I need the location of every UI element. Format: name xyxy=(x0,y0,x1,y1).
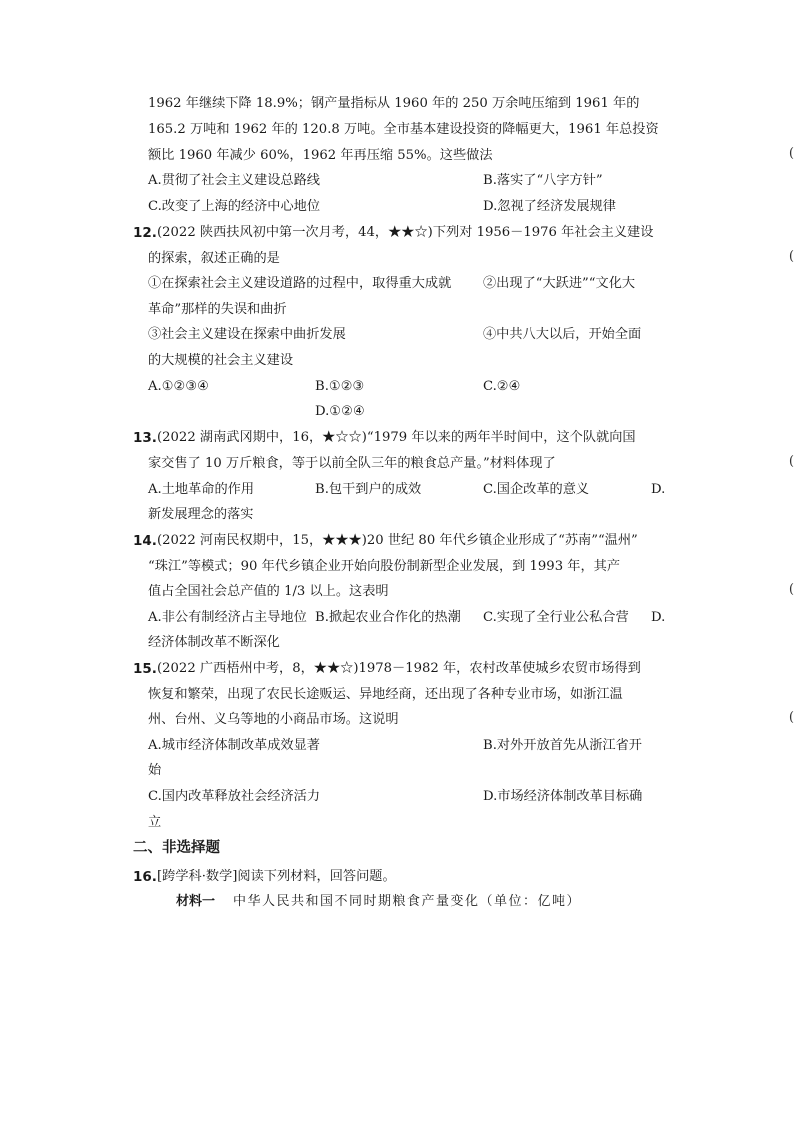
cont-line-2: 165.2 万吨和 1962 年的 120.8 万吨。全市基本建设投资的降幅更大，1961 年总投资 xyxy=(148,122,659,137)
cont-option-c: C.改变了上海的经济中心地位 xyxy=(148,199,321,214)
question-number: 13. xyxy=(133,430,157,446)
question-14-line-2: “珠江”等模式；90 年代乡镇企业开始向股份制新型企业发展，到 1993 年，其产 xyxy=(148,559,621,574)
question-16-text: [跨学科·数学]阅读下列材料，回答问题。 xyxy=(157,869,396,884)
question-14-option-b: B.掀起农业合作化的热潮 xyxy=(315,610,461,625)
material-label: 材料一 xyxy=(176,894,216,909)
material-caption-text: 中华人民共和国不同时期粮食产量变化（单位：亿吨） xyxy=(233,894,582,909)
question-14-line-1: (2022 河南民权期中，15，★★★)20 世纪 80 年代乡镇企业形成了“苏南”“温州” xyxy=(157,533,638,548)
question-12-line-2: 的探索，叙述正确的是 xyxy=(148,251,280,266)
question-13-option-d: D. xyxy=(651,482,666,497)
question-15-line-3: 州、台州、义乌等地的小商品市场。这说明 xyxy=(148,712,399,727)
question-15-option-d: D.市场经济体制改革目标确 xyxy=(483,789,643,804)
statement-4: ④中共八大以后，开始全面 xyxy=(483,327,642,342)
question-14-option-d: D. xyxy=(651,610,666,625)
question-number: 12. xyxy=(133,225,157,241)
question-14-option-c: C.实现了全行业公私合营 xyxy=(483,610,629,625)
question-12-option-a: A.①②③④ xyxy=(148,379,210,394)
question-12-line-1: (2022 陕西扶风初中第一次月考，44，★★☆)下列对 1956－1976 年社会主义建设 xyxy=(157,225,654,240)
question-14-line-3: 值占全国社会总产值的 1/3 以上。这表明 xyxy=(148,584,389,599)
question-13-option-a: A.土地革命的作用 xyxy=(148,482,255,497)
answer-bracket: ( xyxy=(788,454,794,469)
statement-3: ③社会主义建设在探索中曲折发展 xyxy=(148,327,346,342)
statement-2: ②出现了“大跃进”“文化大 xyxy=(483,276,636,291)
cont-option-b: B.落实了“八字方针” xyxy=(483,173,603,188)
answer-bracket: ( xyxy=(788,146,794,161)
answer-bracket: ( xyxy=(788,582,794,597)
cont-option-a: A.贯彻了社会主义建设总路线 xyxy=(148,173,320,188)
question-15-option-b: B.对外开放首先从浙江省开 xyxy=(483,738,642,753)
question-14-option-a: A.非公有制经济占主导地位 xyxy=(148,610,307,625)
question-number: 15. xyxy=(133,661,157,677)
question-15-option-c: C.国内改革释放社会经济活力 xyxy=(148,789,321,804)
statement-1: ①在探索社会主义建设道路的过程中，取得重大成就 xyxy=(148,276,452,291)
statement-4-cont: 的大规模的社会主义建设 xyxy=(148,353,294,368)
question-12-option-d: D.①②④ xyxy=(315,404,365,419)
question-13-option-d-text: 新发展理念的落实 xyxy=(148,507,254,522)
cont-line-3: 额比 1960 年减少 60%，1962 年再压缩 55%。这些做法 xyxy=(148,148,493,163)
cont-line-1: 1962 年继续下降 18.9%；钢产量指标从 1960 年的 250 万余吨压缩到 1961 年的 xyxy=(148,96,640,111)
question-15-line-2: 恢复和繁荣，出现了农民长途贩运、异地经商，还出现了各种专业市场，如浙江温 xyxy=(148,687,623,702)
answer-bracket: ( xyxy=(788,710,794,725)
question-13-option-b: B.包干到户的成效 xyxy=(315,482,422,497)
material-caption xyxy=(176,892,581,912)
question-15-option-d-cont: 立 xyxy=(148,815,162,830)
question-15-option-a: A.城市经济体制改革成效显著 xyxy=(148,738,320,753)
section-title: 二、非选择题 xyxy=(133,840,220,856)
answer-bracket: ( xyxy=(788,249,794,264)
cont-option-d: D.忽视了经济发展规律 xyxy=(483,199,616,214)
question-number: 14. xyxy=(133,533,157,549)
question-13-line-1: (2022 湖南武冈期中，16，★☆☆)“1979 年以来的两年半时间中，这个队就向国 xyxy=(157,430,636,445)
question-15-option-b-cont: 始 xyxy=(148,763,162,778)
question-15-line-1: (2022 广西梧州中考，8，★★☆)1978－1982 年，农村改革使城乡农贸市场得到 xyxy=(157,661,641,676)
question-12-option-b: B.①②③ xyxy=(315,379,365,394)
question-13-option-c: C.国企改革的意义 xyxy=(483,482,590,497)
question-13-line-2: 家交售了 10 万斤粮食，等于以前全队三年的粮食总产量。”材料体现了 xyxy=(148,456,556,471)
question-12-option-c: C.②④ xyxy=(483,379,521,394)
statement-2-cont: 革命”那样的失误和曲折 xyxy=(148,302,287,317)
question-number: 16. xyxy=(133,869,157,885)
question-14-option-d-text: 经济体制改革不断深化 xyxy=(148,635,280,650)
